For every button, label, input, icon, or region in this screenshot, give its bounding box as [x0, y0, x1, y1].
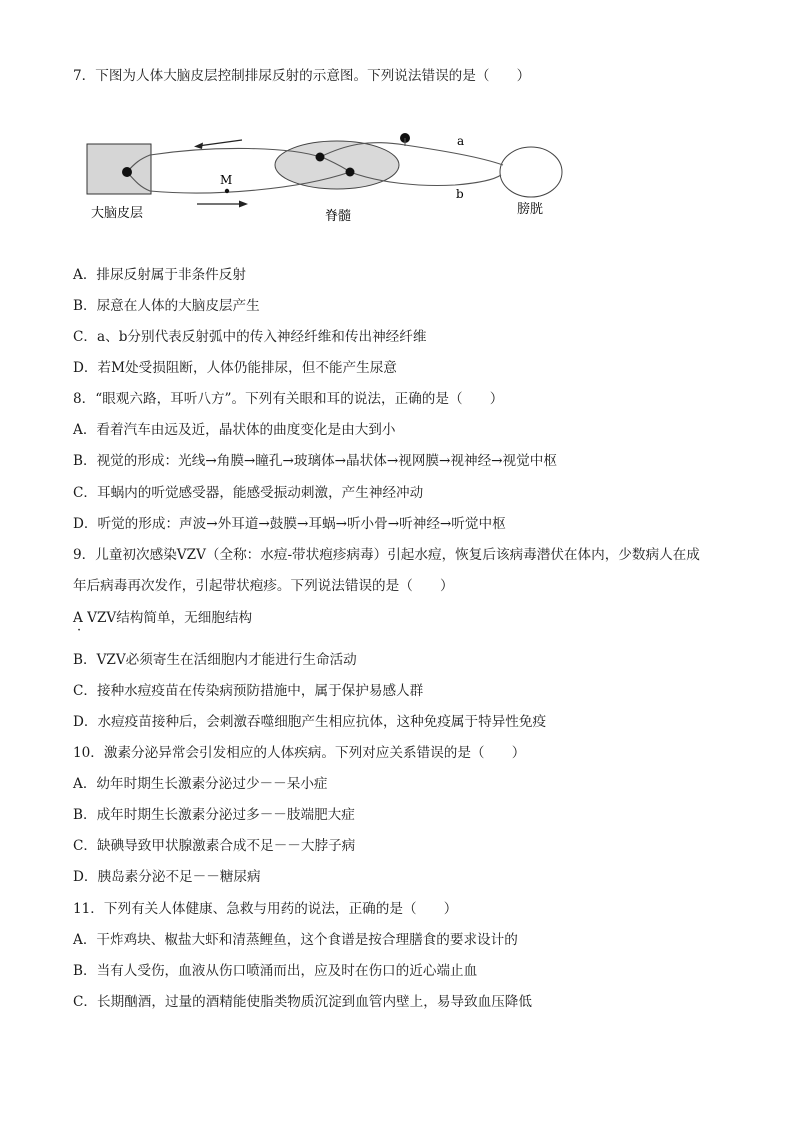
- question-7-stem: 7．下图为人体大脑皮层控制排尿反射的示意图。下列说法错误的是（ ）: [73, 68, 531, 84]
- label-bladder: 膀胱: [517, 202, 544, 217]
- question-11-stem: 11．下列有关人体健康、急救与用药的说法，正确的是（ ）: [73, 901, 458, 917]
- point-m-dot: [225, 189, 229, 193]
- stray-dot-mark: ·: [77, 623, 82, 638]
- label-a: a: [457, 134, 465, 148]
- question-11-option-a: A．干炸鸡块、椒盐大虾和清蒸鲤鱼，这个食谱是按合理膳食的要求设计的: [73, 932, 518, 948]
- arrow-right-head: [239, 201, 248, 208]
- reflex-arc-diagram: [0, 125, 794, 255]
- arrow-left-head: [194, 143, 203, 150]
- question-9-option-d: D．水痘疫苗接种后，会刺激吞噬细胞产生相应抗体，这种免疫属于特异性免疫: [73, 714, 547, 730]
- label-spinal-cord: 脊髓: [325, 209, 352, 224]
- question-8-option-d: D．听觉的形成：声波→外耳道→鼓膜→耳蜗→听小骨→听神经→听觉中枢: [73, 516, 506, 532]
- spinal-neuron-dot-upper: [316, 153, 325, 162]
- spinal-neuron-dot-lower: [346, 168, 355, 177]
- question-11-option-c: C．长期酗酒，过量的酒精能使脂类物质沉淀到血管内壁上，易导致血压降低: [73, 994, 532, 1010]
- question-9-stem-line-1: 9．儿童初次感染VZV（全称：水痘-带状疱疹病毒）引起水痘，恢复后该病毒潜伏在体内，少数病人在成: [73, 547, 700, 563]
- question-7-option-d: D．若M处受损阻断，人体仍能排尿，但不能产生尿意: [73, 360, 397, 376]
- question-7-option-b: B．尿意在人体的大脑皮层产生: [73, 298, 260, 314]
- question-10-option-a: A．幼年时期生长激素分泌过少－－呆小症: [73, 776, 328, 792]
- question-9-option-c: C．接种水痘疫苗在传染病预防措施中，属于保护易感人群: [73, 683, 424, 699]
- question-10-option-c: C．缺碘导致甲状腺激素合成不足－－大脖子病: [73, 838, 356, 854]
- question-9-option-a: A VZV结构简单，无细胞结构: [73, 610, 253, 626]
- question-8-option-a: A．看着汽车由远及近，晶状体的曲度变化是由大到小: [73, 422, 396, 438]
- brain-neuron-dot: [122, 167, 132, 177]
- question-10-stem: 10．激素分泌异常会引发相应的人体疾病。下列对应关系错误的是（ ）: [73, 745, 526, 761]
- question-9-stem-line-2: 年后病毒再次发作，引起带状疱疹。下列说法错误的是（ ）: [73, 578, 454, 594]
- label-m: M: [220, 173, 233, 187]
- question-10-option-b: B．成年时期生长激素分泌过多－－肢端肥大症: [73, 807, 355, 823]
- question-7-option-c: C．a、b分别代表反射弧中的传入神经纤维和传出神经纤维: [73, 329, 427, 345]
- question-8-option-b: B．视觉的形成：光线→角膜→瞳孔→玻璃体→晶状体→视网膜→视神经→视觉中枢: [73, 453, 557, 469]
- bladder-circle: [500, 147, 562, 197]
- question-8-option-c: C．耳蜗内的听觉感受器，能感受振动刺激，产生神经冲动: [73, 485, 424, 501]
- label-brain-cortex: 大脑皮层: [91, 206, 144, 221]
- label-b: b: [456, 187, 464, 201]
- arrow-left: [198, 140, 242, 146]
- question-8-stem: 8．“眼观六路，耳听八方”。下列有关眼和耳的说法，正确的是（ ）: [73, 391, 504, 407]
- question-7-option-a: A．排尿反射属于非条件反射: [73, 267, 246, 283]
- question-10-option-d: D．胰岛素分泌不足－－糖尿病: [73, 869, 261, 885]
- question-11-option-b: B．当有人受伤，血液从伤口喷涌而出，应及时在伤口的近心端止血: [73, 963, 478, 979]
- spinal-cord-ellipse: [275, 141, 399, 189]
- question-9-option-b: B．VZV必须寄生在活细胞内才能进行生命活动: [73, 652, 357, 668]
